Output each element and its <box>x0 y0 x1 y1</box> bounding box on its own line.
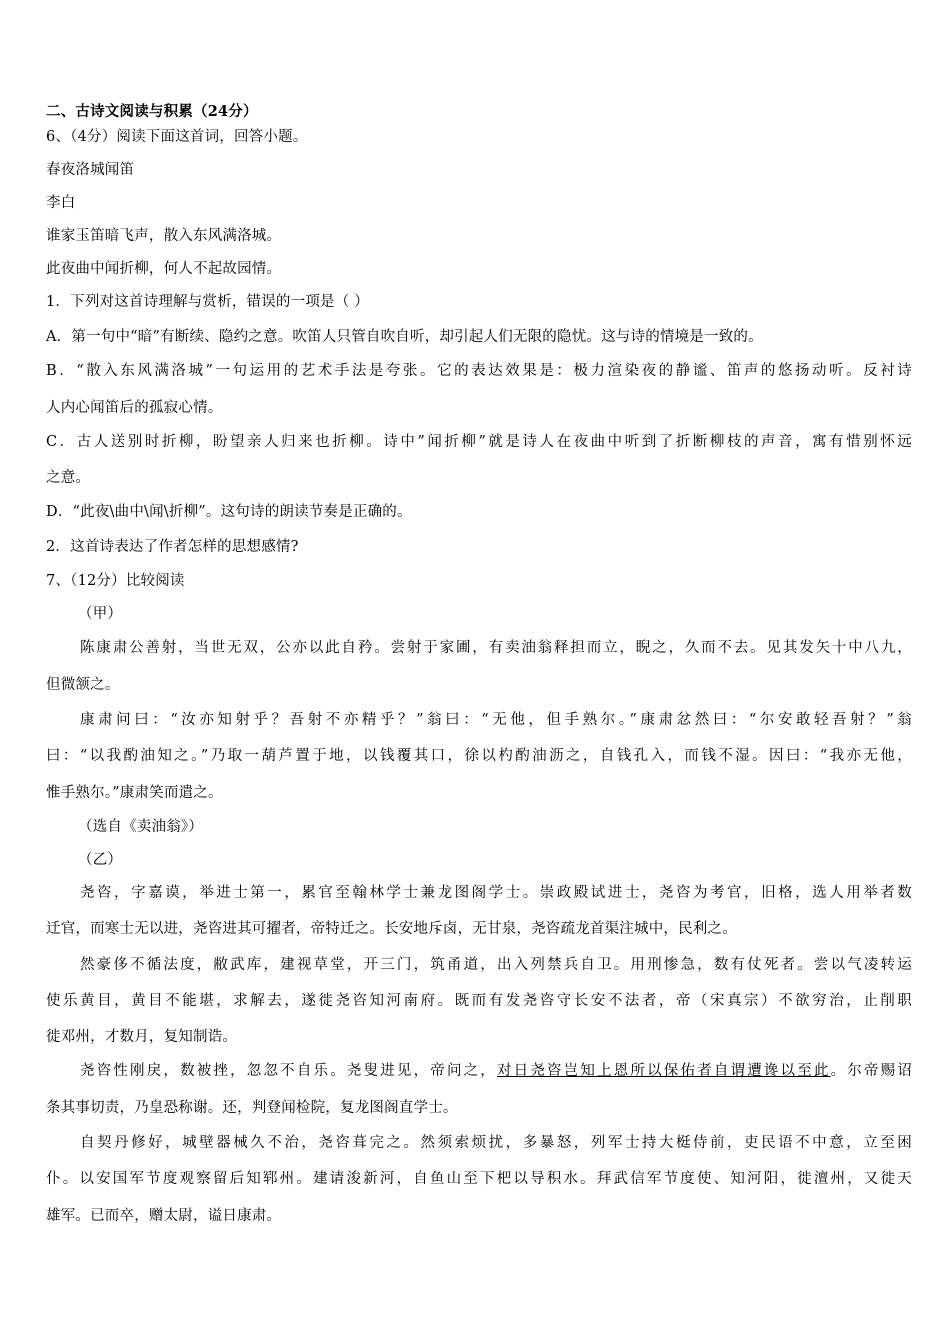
question-7-prompt: 7、（12分）比较阅读 <box>46 573 185 589</box>
passage-yi-p3-line-1 <box>80 1061 912 1081</box>
section-title: 二、古诗文阅读与积累（24分） <box>46 103 258 120</box>
passage-yi-label: （乙） <box>78 852 123 868</box>
question-6-prompt: 6、（4分）阅读下面这首词，回答小题。 <box>46 129 308 145</box>
option-c-line-1: C．古人送别时折柳，盼望亲人归来也折柳。诗中”闻折柳”就是诗人在夜曲中听到了折断柳枝的声音，寓有惜别怀远 <box>46 434 912 450</box>
underlined-sentence: 对日尧咨岂知上恩所以保佑者自谓遭谗以至此 <box>497 1063 831 1079</box>
option-d: D．“此夜\曲中\闻\折柳”。这句诗的朗读节奏是正确的。 <box>46 504 412 520</box>
option-c-line-2: 之意。 <box>46 470 91 486</box>
passage-yi-p1-line-2: 迁官，而寒士无以进，尧咨进其可擢者，帝特迁之。长安地斥卤，无甘泉，尧咨疏龙首渠注城中，民利之。 <box>46 921 737 937</box>
passage-yi-p4-line-3: 雄军。已而卒，赠太尉，谥日康肃。 <box>46 1208 282 1224</box>
passage-yi-p3-text-after: 。尔帝赐诏 <box>830 1063 913 1079</box>
sub-question-1: 1．下列对这首诗理解与赏析，错误的一项是（ ） <box>46 294 369 310</box>
option-b-line-2: 人内心闻笛后的孤寂心情。 <box>46 400 223 416</box>
option-b-line-1: B．“散入东风满洛城”一句运用的艺术手法是夸张。它的表达效果是：极力渲染夜的静谧、笛声的悠扬动听。反衬诗 <box>46 363 912 379</box>
poem-line-2: 此夜曲中闻折柳，何人不起故园情。 <box>46 261 282 277</box>
passage-yi-p4-line-1: 自契丹修好，城壁器械久不治，尧咨葺完之。然须索烦扰，多暴怒，列军士持大梃侍前，吏民语不中意，立至困 <box>80 1135 912 1151</box>
passage-jia-p2-line-1: 康肃问曰：“汝亦知射乎？吾射不亦精乎？”翁曰：“无他，但手熟尔。”康肃忿然曰：“尔安敢轻吾射？”翁 <box>80 712 912 728</box>
poem-title: 春夜洛城闻笛 <box>46 162 135 178</box>
passage-yi-p2-line-2: 使乐黄目，黄目不能堪，求解去，遂徙尧咨知河南府。既而有发尧咨守长安不法者，帝（宋真宗）不欲穷治，止削职 <box>46 993 912 1009</box>
sub-question-2: 2．这首诗表达了作者怎样的思想感情? <box>46 539 299 555</box>
passage-yi-p3-text-before: 尧咨性刚戾，数被挫，忽忽不自乐。尧叟进见，帝问之， <box>80 1063 497 1079</box>
passage-jia-p2-line-2: 曰：“以我酌油知之。”乃取一葫芦置于地，以钱覆其口，徐以杓酌油沥之，自钱孔入，而钱不湿。因曰：“我亦无他， <box>46 748 912 764</box>
passage-jia-p2-line-3: 惟手熟尔。”康肃笑而遣之。 <box>46 785 223 801</box>
passage-yi-p3-line-2: 条其事切责，乃皇恐称谢。还，判登闻检院，复龙图阁直学士。 <box>46 1100 458 1116</box>
passage-jia-p1-line-2: 但微颔之。 <box>46 677 120 693</box>
passage-yi-p1-line-1: 尧咨，字嘉谟，举进士第一，累官至翰林学士兼龙图阁学士。崇政殿试进士，尧咨为考官，旧格，选人用举者数 <box>80 885 912 901</box>
poem-line-1: 谁家玉笛暗飞声，散入东风满洛城。 <box>46 228 282 244</box>
passage-jia-p1-line-1: 陈康肃公善射，当世无双，公亦以此自矜。尝射于家圃，有卖油翁释担而立，睨之，久而不去。见其发矢十中八九， <box>80 640 912 656</box>
passage-yi-p2-line-3: 徙邓州，才数月，复知制诰。 <box>46 1029 238 1045</box>
passage-yi-p4-line-2: 仆。以安国军节度观察留后知郓州。建请浚新河，自鱼山至下杷以导积水。拜武信军节度使、知河阳，徙澶州，又徙天 <box>46 1171 912 1187</box>
poem-author: 李白 <box>46 195 76 211</box>
passage-jia-source: （选自《卖油翁》） <box>78 819 204 835</box>
passage-yi-p2-line-1: 然豪侈不循法度，敝武库，建视草堂，开三门，筑甬道，出入列禁兵自卫。用刑惨急，数有仗死者。尝以气凌转运 <box>80 957 912 973</box>
passage-jia-label: （甲） <box>78 606 123 622</box>
option-a: A．第一句中“暗”有断续、隐约之意。吹笛人只管自吹自听，却引起人们无限的隐忧。这与诗的情境是一致的。 <box>46 329 763 345</box>
